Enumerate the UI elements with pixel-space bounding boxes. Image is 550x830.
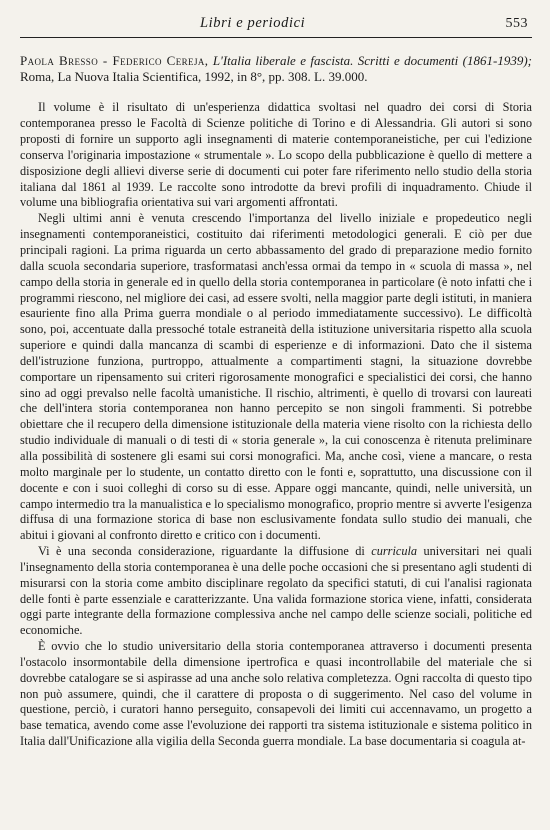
review-paragraph [20,639,532,750]
paragraph-text: universitari nei quali l'insegnamento della storia contemporanea è una delle poche occasioni che si presentano agli studenti di misurarsi con la storia come ambito disciplinare regolato da specifici statuti, di cui l'analisi ragionata delle fonti è parte essenziale e caratterizzante. Una valida formazione storica viene, infatti, considerata oggi parte integrante della formazione complessiva anche nel campo delle scienze sociali, politiche ed economiche. [20,544,532,638]
citation-publication: Roma, La Nuova Italia Scientifica, 1992, in 8°, pp. 308. L. 39.000. [20,69,368,85]
paragraph-text: È ovvio che lo studio universitario della storia contemporanea attraverso i documenti presenta l'ostacolo insormontabile della dimensione ipertrofica e quasi incontrollabile del materiale che si dovrebbe catalogare se si aspirasse ad una anche solo relativa completezza. Ogni raccolta di questo tipo non può assumere, quindi, che il carattere di proposta o di suggerimento. Nel caso del volume in questione, perciò, i curatori hanno perseguito, consapevoli dei limiti cui accennavamo, un progetto a base tematica, avendo come asse l'evoluzione dei rapporti tra sistema istituzionale e sistema politico in Italia dall'Unificazione alla vigilia della Seconda guerra mondiale. La base documentaria si coagula at- [20,639,532,749]
citation-title: L'Italia liberale e fascista. Scritti e documenti (1861-1939); [212,53,532,68]
journal-page [20,14,532,750]
paragraph-text: Vi è una seconda considerazione, riguardante la diffusione di [38,544,372,559]
review-body [20,100,532,750]
review-paragraph [20,211,532,544]
review-paragraph [20,544,532,639]
paragraph-text: Negli ultimi anni è venuta crescendo l'importanza del livello iniziale e propedeutico negli insegnamenti contemporaneistici, costituito dai riferimenti metodologici generali. E ciò per due principali ragioni. La prima riguarda un certo abbassamento del grado di preparazione medio fornito dalla scuola secondaria superiore, trasformatasi anch'essa ormai da tempo in « scuola di massa », nel campo della storia in generale ed in quello della storia contemporanea in particolare (è noto infatti che i programmi riescono, nel migliore dei casi, ad essere svolti, nella maggior parte degli istituti, in maniera esauriente fino alla Prima guerra mondiale o al periodo immediatamente successivo). Le difficoltà sono, poi, accentuate dalla pressoché totale estraneità della istituzione universitaria rispetto alla scuola superiore e quindi dalla mancanza di scambi di esperienze e di informazioni. Dato che il sistema dell'istruzione funziona, purtroppo, attualmente a compartimenti stagni, la situazione dovrebbe comportare un ripensamento sui criteri rigorosamente monografici e specialistici dei corsi, che hanno sino ad oggi prevalso nelle facoltà umanistiche. Il rischio, altrimenti, è quello di trovarsi con laureati che dell'intera storia contemporanea non hanno percepito se non singoli frammenti. Si potrebbe obiettare che il recupero della dimensione istituzionale della materia viene risolto con la richiesta dello studio individuale di manuali o di testi di « storia generale », la cui conoscenza è ritenuta preliminare alla possibilità di sostenere gli esami sui corsi monografici. Ma, anche così, viene a mancare, o resta molto marginale per lo studente, un contatto diretto con le fonti e, soprattutto, una discussione con il docente e con i suoi colleghi di corso su di esse. Appare oggi mancante, quindi, nelle università, un campo intermedio tra la manualistica e lo specialismo monografico, proprio mentre si avverte l'esigenza diffusa di una formazione storica di base non esclusivamente fondata sullo studio dei manuali, che abitui i giovani al confronto diretto e critico con i documenti. [20,211,532,543]
page-number: 553 [505,16,528,31]
italic-term: curricula [371,544,418,559]
citation-authors: Paola Bresso - Federico Cereja, [20,53,209,68]
book-citation [20,53,532,85]
review-paragraph [20,100,532,211]
paragraph-text: Il volume è il risultato di un'esperienza didattica svoltasi nel quadro dei corsi di Storia contemporanea presso le Facoltà di Scienze politiche di Torino e di Alessandria. Gli autori si sono proposti di fornire un supporto agli insegnamenti di materie contemporaneistiche, per cui l'edizione conserva l'originaria impostazione « strumentale ». Lo scopo della pubblicazione è quello di mettere a disposizione degli allievi diverse serie di documenti cui poter fare riferimento nello studio della storia italiana dal 1861 al 1939. Le raccolte sono introdotte da brevi profili di inquadramento. Chiude il volume una bibliografia orientativa sui vari argomenti affrontati. [20,100,532,210]
running-header [20,14,532,38]
running-title: Libri e periodici [200,15,306,31]
